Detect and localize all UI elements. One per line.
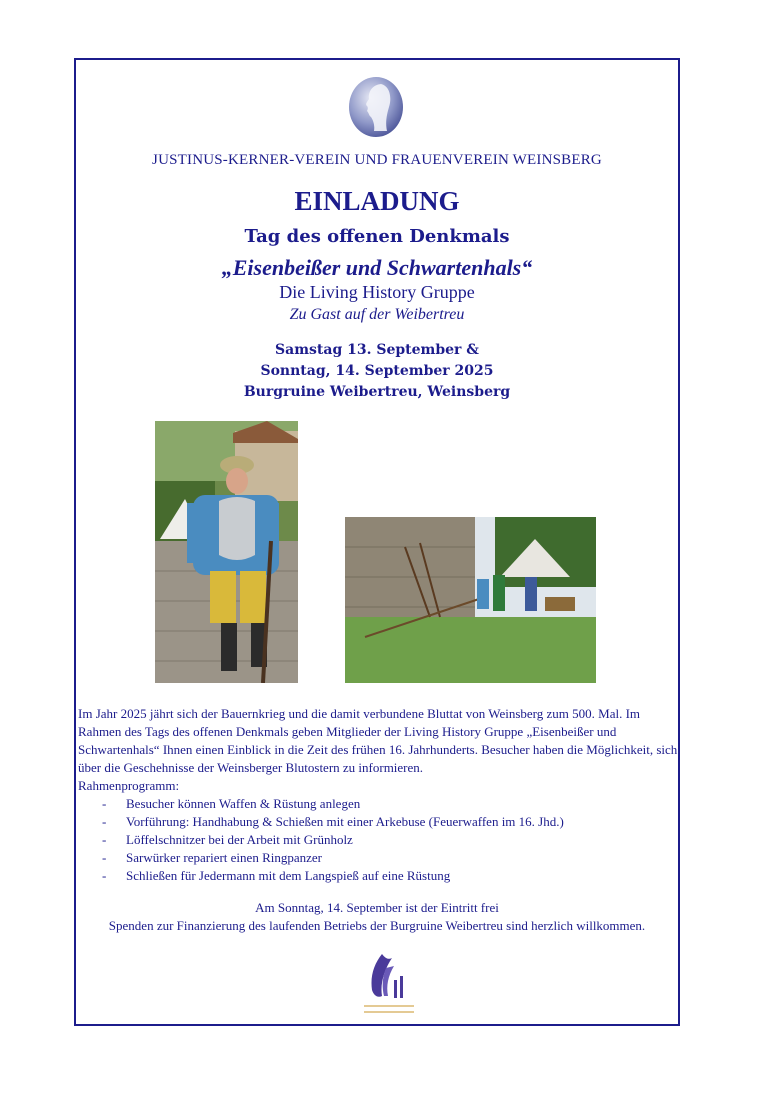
list-item: - Sarwürker repariert einen Ringpanzer <box>102 850 322 865</box>
footer-section <box>76 899 678 935</box>
group-name: Die Living History Gruppe <box>279 282 475 302</box>
description-section <box>78 705 678 885</box>
event-subtitle: Tag des offenen Denkmals <box>244 226 510 247</box>
event-name: „Eisenbeißer und Schwartenhals“ <box>221 255 533 280</box>
description-paragraph: Im Jahr 2025 jährt sich der Bauernkrieg und die damit verbundene Bluttat von Weinsberg zum 500. Mal. Im Rahmen des Tags des offenen Denkmals geben Mitglieder der Living History Gruppe „Eisenbeißer und Schwartenhals“ Ihnen einen Einblick in die Zeit des frühen 16. Jahrhunderts. Besucher haben die Möglichkeit, sich über die Geschehnisse der Weinsberger Blutostern zu informieren. <box>78 706 678 775</box>
program-label: Rahmenprogramm: <box>78 778 180 793</box>
event-dates <box>76 340 678 403</box>
date-line-1: Samstag 13. September & <box>275 342 479 358</box>
photo-camp-scene <box>345 517 596 683</box>
organization-name: JUSTINUS-KERNER-VEREIN UND FRAUENVEREIN WEINSBERG <box>152 152 602 168</box>
program-list <box>78 795 678 885</box>
list-item: - Schließen für Jedermann mit dem Langspieß auf eine Rüstung <box>102 868 451 883</box>
guest-line: Zu Gast auf der Weibertreu <box>289 306 465 323</box>
photo-reenactor-armor <box>155 421 298 683</box>
list-item: - Löffelschnitzer bei der Arbeit mit Grünholz <box>102 832 353 847</box>
list-item: - Besucher können Waffen & Rüstung anlegen <box>102 796 361 811</box>
date-line-2: Sonntag, 14. September 2025 <box>260 363 494 379</box>
event-location: Burgruine Weibertreu, Weinsberg <box>243 384 511 400</box>
literaturland-quill-logo <box>362 950 416 1018</box>
list-item: - Vorführung: Handhabung & Schießen mit einer Arkebuse (Feuerwaffen im 16. Jhd.) <box>102 814 564 829</box>
donation-note: Spenden zur Finanzierung des laufenden Betriebs der Burgruine Weibertreu sind herzlich willkommen. <box>108 918 646 933</box>
admission-note: Am Sonntag, 14. September ist der Eintritt frei <box>255 900 499 915</box>
medallion-portrait-logo <box>347 76 405 138</box>
invitation-title: EINLADUNG <box>294 186 460 216</box>
